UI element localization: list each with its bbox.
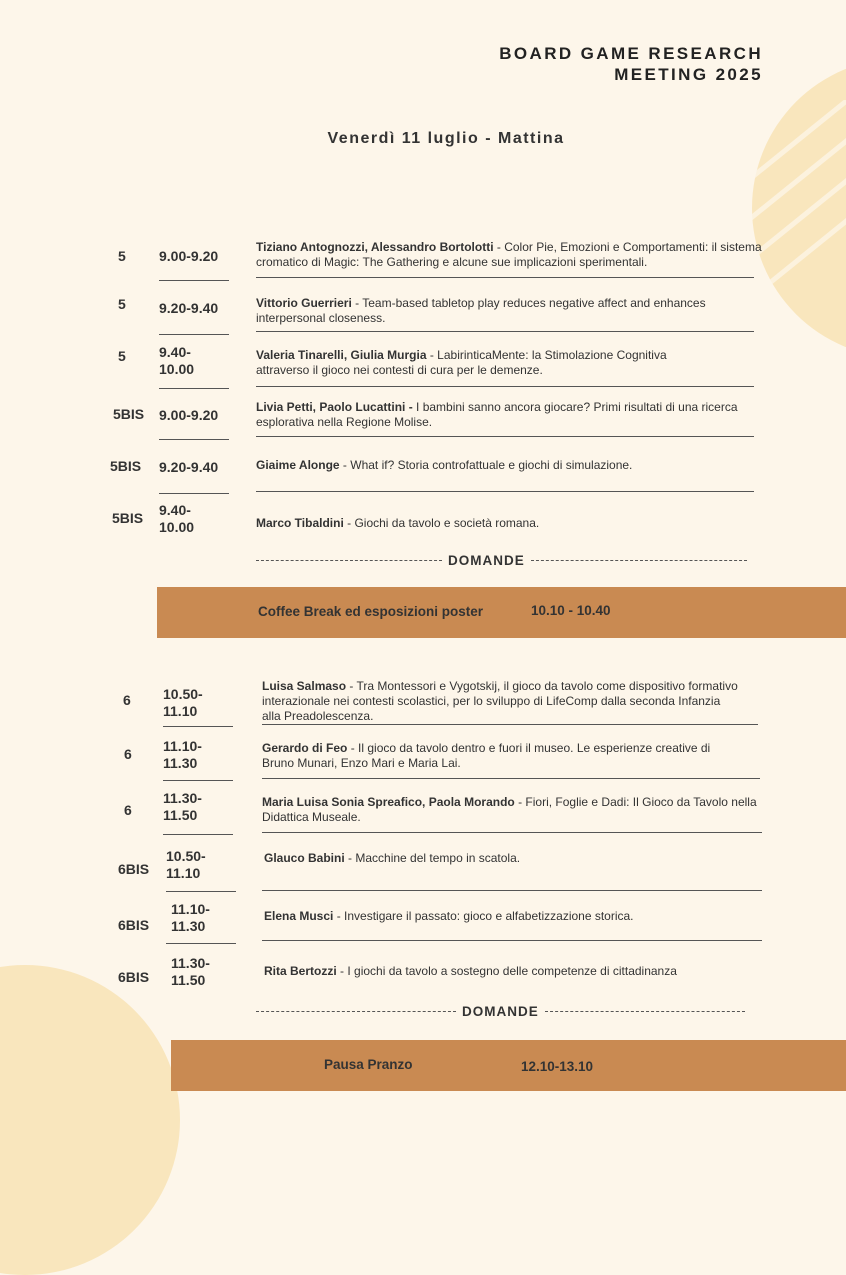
row-divider (262, 940, 762, 941)
room-label: 5BIS (112, 510, 144, 526)
talk-title: - Tra Montessori e Vygotskij, il gioco da tavolo come dispositivo formativo interazionale nei contesti scolastici, per lo sviluppo di LifeComp dalla seconda Infanzia alla Preadolescenza. (262, 679, 738, 723)
questions-label: DOMANDE (462, 1004, 539, 1019)
event-title (499, 43, 763, 85)
row-divider (256, 436, 754, 437)
room-label: 6 (124, 746, 132, 762)
room-label: 5 (118, 348, 126, 364)
talk-description (256, 240, 776, 270)
time-divider (159, 334, 229, 335)
time-divider (166, 943, 236, 944)
room-label: 5BIS (110, 458, 142, 474)
talk-authors: Livia Petti, Paolo Lucattini - (256, 400, 413, 414)
time-divider (163, 726, 233, 727)
time-slot: 9.00-9.20 (159, 248, 219, 264)
day-subtitle: Venerdì 11 luglio - Mattina (327, 130, 565, 147)
row-divider (262, 890, 762, 891)
break-label: Coffee Break ed esposizioni poster (258, 604, 484, 619)
break-label: Pausa Pranzo (324, 1057, 413, 1072)
talk-authors: Tiziano Antognozzi, Alessandro Bortolotti (256, 240, 494, 254)
time-slot: 10.50-11.10 (163, 686, 203, 719)
talk-authors: Elena Musci (264, 909, 334, 923)
room-label: 5 (118, 296, 126, 312)
talk-authors: Glauco Babini (264, 851, 345, 865)
room-label: 6BIS (118, 917, 150, 933)
dashed-rule (531, 560, 747, 561)
questions-divider (256, 1004, 756, 1019)
talk-title: - Macchine del tempo in scatola. (344, 851, 521, 865)
talk-title: - Color Pie, Emozioni e Comportamenti: il sistema cromatico di Magic: The Gathering e alcune sue implicazioni sperimentali. (256, 240, 762, 269)
talk-description (256, 348, 716, 378)
talk-authors: Rita Bertozzi (264, 964, 337, 978)
talk-title: - I giochi da tavolo a sostegno delle competenze di cittadinanza (336, 964, 677, 978)
talk-title: - Fiori, Foglie e Dadi: Il Gioco da Tavolo nella Didattica Museale. (262, 795, 757, 824)
row-divider (256, 386, 754, 387)
break-time: 12.10-13.10 (521, 1059, 594, 1074)
talk-authors: Valeria Tinarelli, Giulia Murgia (256, 348, 427, 362)
row-divider (256, 277, 754, 278)
break-time: 10.10 - 10.40 (531, 603, 611, 618)
time-slot: 9.00-9.20 (159, 407, 219, 423)
talk-authors: Vittorio Guerrieri (256, 296, 352, 310)
row-divider (262, 778, 760, 779)
talk-title: I bambini sanno ancora giocare? Primi risultati di una ricerca esplorativa nella Regione Molise. (256, 400, 738, 429)
dashed-rule (256, 560, 442, 561)
talk-authors: Giaime Alonge (256, 458, 340, 472)
talk-authors: Marco Tibaldini (256, 516, 344, 530)
questions-label: DOMANDE (448, 553, 525, 568)
talk-description (256, 516, 756, 531)
row-divider (262, 832, 762, 833)
talk-title: - What if? Storia controfattuale e giochi di simulazione. (339, 458, 633, 472)
time-slot: 10.50-11.10 (166, 848, 206, 881)
talk-description (256, 296, 726, 326)
time-slot: 11.10-11.30 (171, 901, 210, 934)
time-divider (163, 780, 233, 781)
room-label: 6BIS (118, 969, 150, 985)
talk-description (262, 795, 762, 825)
coffee-break-band (157, 587, 846, 638)
event-title-line1: BOARD GAME RESEARCH (499, 44, 763, 63)
time-slot: 11.10-11.30 (163, 738, 202, 771)
talk-description (262, 679, 742, 724)
talk-description (262, 741, 742, 771)
time-divider (159, 388, 229, 389)
talk-description (264, 909, 744, 924)
time-slot: 9.40-10.00 (159, 344, 195, 377)
time-slot: 11.30-11.50 (171, 955, 210, 988)
talk-title: - Giochi da tavolo e società romana. (343, 516, 540, 530)
talk-title: - Team-based tabletop play reduces negative affect and enhances interpersonal closeness. (256, 296, 706, 325)
time-slot: 11.30-11.50 (163, 790, 202, 823)
row-divider (262, 724, 758, 725)
talk-title: - Il gioco da tavolo dentro e fuori il museo. Le esperienze creative di Bruno Munari, Enzo Mari e Maria Lai. (262, 741, 711, 770)
lunch-break-band (171, 1040, 846, 1091)
talk-title: - LabirinticaMente: la Stimolazione Cognitiva attraverso il gioco nei contesti di cura per le demenze. (256, 348, 667, 377)
time-slot: 9.40-10.00 (159, 502, 195, 535)
talk-description (264, 851, 744, 866)
talk-description (256, 458, 756, 473)
row-divider (256, 491, 754, 492)
room-label: 6 (124, 802, 132, 818)
decorative-circle-bottom-left (0, 965, 180, 1275)
talk-authors: Luisa Salmaso (262, 679, 347, 693)
time-slot: 9.20-9.40 (159, 459, 219, 475)
room-label: 6 (123, 692, 131, 708)
room-label: 5 (118, 248, 126, 264)
time-divider (166, 891, 236, 892)
questions-divider (256, 553, 756, 568)
time-divider (159, 493, 229, 494)
talk-authors: Gerardo di Feo (262, 741, 348, 755)
dashed-rule (545, 1011, 745, 1012)
time-divider (159, 280, 229, 281)
room-label: 5BIS (113, 406, 145, 422)
time-divider (159, 439, 229, 440)
row-divider (256, 331, 754, 332)
room-label: 6BIS (118, 861, 150, 877)
talk-title: - Investigare il passato: gioco e alfabetizzazione storica. (333, 909, 634, 923)
talk-authors: Maria Luisa Sonia Spreafico, Paola Morando (262, 795, 515, 809)
event-title-line2: MEETING 2025 (614, 65, 763, 84)
talk-description (256, 400, 786, 430)
dashed-rule (256, 1011, 456, 1012)
talk-description (264, 964, 764, 979)
time-divider (163, 834, 233, 835)
time-slot: 9.20-9.40 (159, 300, 219, 316)
